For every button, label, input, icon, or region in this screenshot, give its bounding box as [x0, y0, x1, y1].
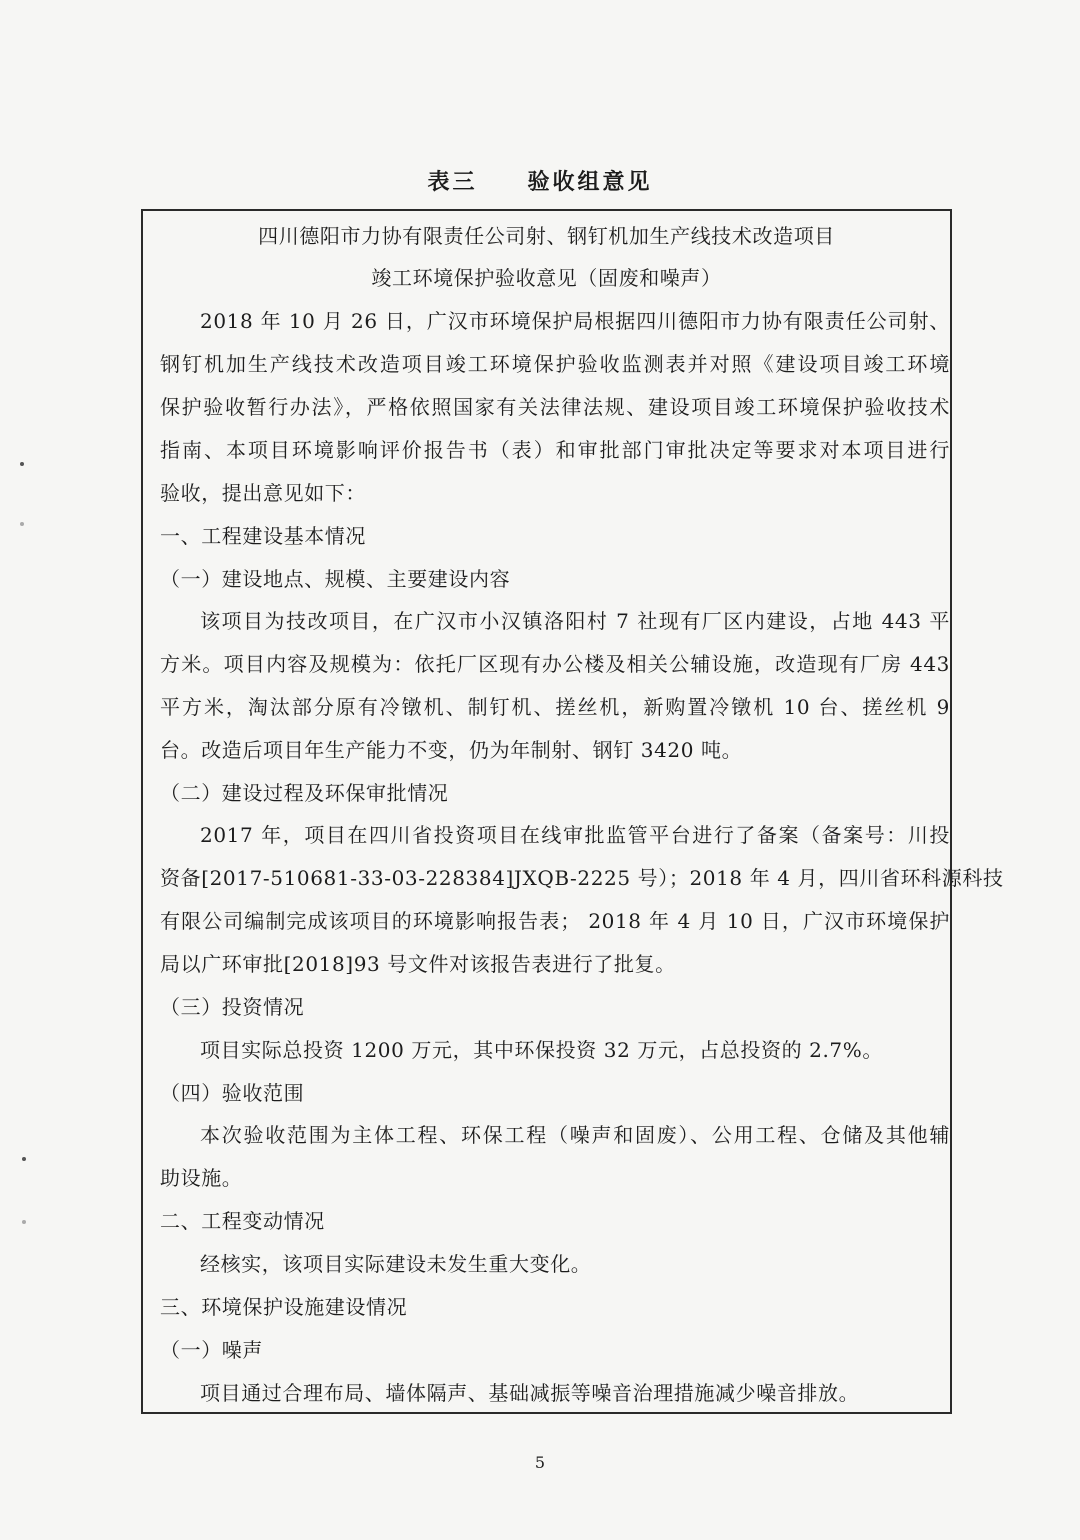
paragraph-line: 项目通过合理布局、墙体隔声、基础减振等噪音治理措施减少噪音排放。 — [200, 1381, 860, 1405]
paragraph-line: 2017 年，项目在四川省投资项目在线审批监管平台进行了备案（备案号：川投 — [200, 823, 950, 847]
subsection-heading: （三）投资情况 — [160, 995, 305, 1019]
paragraph-line: 资备[2017-510681-33-03-228384]JXQB-2225 号）；2018 年 4 月，四川省环科源科技 — [160, 866, 1004, 890]
document-heading-line-1: 四川德阳市力协有限责任公司射、钢钉机加生产线技术改造项目 — [258, 224, 835, 248]
paragraph-line: 项目实际总投资 1200 万元，其中环保投资 32 万元，占总投资的 2.7%。 — [200, 1038, 883, 1062]
subsection-heading: （一）噪声 — [160, 1338, 263, 1362]
scan-speck — [20, 462, 24, 466]
subsection-heading: （一）建设地点、规模、主要建设内容 — [160, 567, 511, 591]
paragraph-line: 钢钉机加生产线技术改造项目竣工环境保护验收监测表并对照《建设项目竣工环境 — [160, 352, 950, 376]
paragraph-line: 保护验收暂行办法》，严格依照国家有关法律法规、建设项目竣工环境保护验收技术 — [160, 395, 950, 419]
paragraph-line: 本次验收范围为主体工程、环保工程（噪声和固废）、公用工程、仓储及其他辅 — [200, 1123, 950, 1147]
paragraph-line: 该项目为技改项目，在广汉市小汉镇洛阳村 7 社现有厂区内建设，占地 443 平 — [200, 609, 950, 633]
subsection-heading: （二）建设过程及环保审批情况 — [160, 781, 449, 805]
scan-speck — [22, 1220, 26, 1224]
paragraph-line: 验收，提出意见如下： — [160, 481, 366, 505]
section-heading: 一、工程建设基本情况 — [160, 524, 366, 548]
paragraph-line: 2018 年 10 月 26 日，广汉市环境保护局根据四川德阳市力协有限责任公司射、 — [200, 309, 950, 333]
paragraph-line: 有限公司编制完成该项目的环境影响报告表； 2018 年 4 月 10 日，广汉市环境保护 — [160, 909, 950, 933]
page-number: 5 — [534, 1453, 546, 1472]
paragraph-line: 助设施。 — [160, 1166, 243, 1190]
section-heading: 二、工程变动情况 — [160, 1209, 325, 1233]
page-title: 表三 验收组意见 — [427, 169, 653, 195]
paragraph-line: 平方米，淘汰部分原有冷镦机、制钉机、搓丝机，新购置冷镦机 10 台、搓丝机 9 — [160, 695, 950, 719]
scan-speck — [20, 522, 24, 526]
paragraph-line: 局以广环审批[2018]93 号文件对该报告表进行了批复。 — [160, 952, 676, 976]
paragraph-line: 经核实，该项目实际建设未发生重大变化。 — [200, 1252, 592, 1276]
document-heading-line-2: 竣工环境保护验收意见（固废和噪声） — [371, 266, 722, 290]
subsection-heading: （四）验收范围 — [160, 1081, 305, 1105]
paragraph-line: 台。改造后项目年生产能力不变，仍为年制射、钢钉 3420 吨。 — [160, 738, 743, 762]
section-heading: 三、环境保护设施建设情况 — [160, 1295, 408, 1319]
paragraph-line: 方米。项目内容及规模为：依托厂区现有办公楼及相关公辅设施，改造现有厂房 443 — [160, 652, 950, 676]
scan-speck — [22, 1157, 26, 1161]
paragraph-line: 指南、本项目环境影响评价报告书（表）和审批部门审批决定等要求对本项目进行 — [160, 438, 950, 462]
